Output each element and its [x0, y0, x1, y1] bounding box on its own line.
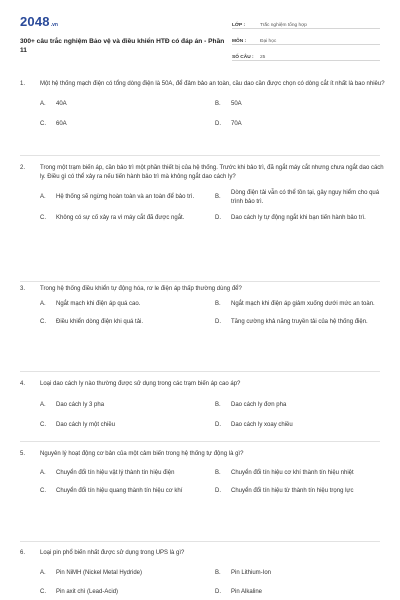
option-text: Ngắt mạch khi điện áp quá cao.	[56, 300, 141, 307]
option-key: C.	[40, 319, 46, 326]
header-left	[20, 14, 225, 62]
option-key: B.	[215, 300, 221, 307]
option-text: 50A	[231, 100, 242, 107]
option-b[interactable]	[215, 189, 390, 206]
meta-key: LỚP :	[232, 23, 246, 28]
option-d[interactable]	[215, 588, 390, 597]
question-number: 3.	[20, 286, 26, 292]
option-a[interactable]	[40, 100, 215, 109]
document-title: 300+ câu trắc nghiệm Bảo vệ và điều khiển HTĐ có đáp án - Phần 11	[20, 38, 225, 54]
answer-options	[20, 100, 390, 129]
option-text: Chuyển đổi tín hiệu từ thành tín hiệu trọng lực	[231, 488, 354, 495]
meta-key: MÔN :	[232, 39, 247, 44]
option-key: D.	[215, 488, 221, 495]
option-key: D.	[215, 319, 221, 326]
option-key: B.	[215, 401, 221, 408]
question-stem	[20, 380, 390, 389]
question-stem	[20, 450, 390, 459]
question-text: Nguyên lý hoạt động cơ bản của một cảm biến trong hệ thống tự động là gì?	[40, 451, 244, 457]
option-text: Tăng cường khả năng truyền tải của hệ thống điện.	[231, 319, 368, 326]
question-stem	[20, 164, 390, 181]
option-key: B.	[215, 469, 221, 476]
option-d[interactable]	[215, 421, 390, 430]
question-stem	[20, 285, 390, 294]
option-key: D.	[215, 215, 221, 222]
option-c[interactable]	[40, 487, 215, 496]
option-c[interactable]	[40, 214, 215, 223]
question-1	[20, 80, 390, 129]
option-text: Pin Alkaline	[231, 589, 263, 596]
question-divider	[20, 281, 380, 282]
question-5	[20, 450, 390, 496]
option-key: B.	[215, 100, 221, 107]
option-key: A.	[40, 401, 46, 408]
option-b[interactable]	[215, 100, 390, 109]
option-text: Chuyển đổi tín hiệu quang thành tín hiệu cơ khí	[56, 488, 183, 495]
meta-row-subject	[232, 32, 380, 45]
option-key: C.	[40, 215, 46, 222]
option-key: A.	[40, 194, 46, 201]
option-text: 60A	[56, 121, 67, 128]
option-c[interactable]	[40, 421, 215, 430]
option-text: 70A	[231, 121, 242, 128]
meta-table	[232, 16, 380, 62]
question-number: 5.	[20, 451, 26, 457]
meta-key: SỐ CÂU :	[232, 55, 254, 60]
answer-options	[20, 569, 390, 597]
option-key: D.	[215, 422, 221, 429]
option-key: B.	[215, 569, 221, 576]
option-c[interactable]	[40, 588, 215, 597]
option-text: Chuyển đổi tín hiệu cơ khí thành tín hiệu nhiệt	[231, 469, 354, 476]
answer-options	[20, 300, 390, 327]
option-text: Chuyển đổi tín hiệu vật lý thành tín hiệu điện	[56, 469, 175, 476]
meta-row-count	[232, 48, 380, 61]
meta-value: Trắc nghiệm tổng hợp	[260, 23, 307, 28]
option-c[interactable]	[40, 318, 215, 327]
option-text: 40A	[56, 100, 67, 107]
option-key: C.	[40, 121, 46, 128]
question-text: Loại pin phổ biến nhất được sử dụng trong UPS là gì?	[40, 550, 185, 556]
question-3	[20, 285, 390, 327]
option-key: C.	[40, 589, 46, 596]
question-4	[20, 380, 390, 430]
option-d[interactable]	[215, 487, 390, 496]
option-text: Không có sự cố xảy ra vì máy cắt đã được ngắt.	[56, 215, 185, 222]
page-header	[20, 0, 380, 62]
option-key: C.	[40, 422, 46, 429]
option-b[interactable]	[215, 401, 390, 410]
question-number: 6.	[20, 550, 26, 556]
question-divider	[20, 541, 380, 542]
question-number: 1.	[20, 81, 26, 87]
question-2	[20, 164, 390, 223]
question-number: 4.	[20, 381, 26, 387]
option-text: Pin axit chì (Lead-Acid)	[56, 589, 119, 596]
option-key: D.	[215, 589, 221, 596]
brand-logo[interactable]	[20, 14, 225, 29]
brand-name: 2048	[20, 14, 50, 29]
question-divider	[20, 441, 380, 442]
question-6	[20, 549, 390, 597]
option-text: Dao cách ly 3 pha	[56, 401, 105, 408]
option-d[interactable]	[215, 318, 390, 327]
option-key: B.	[215, 194, 221, 201]
answer-options	[20, 401, 390, 430]
option-key: A.	[40, 100, 46, 107]
option-b[interactable]	[215, 569, 390, 578]
question-stem	[20, 549, 390, 558]
option-text: Dòng điện tải vẫn có thể tồn tại, gây nguy hiểm cho quá trình bảo trì.	[231, 190, 380, 205]
option-text: Pin Lithium-Ion	[231, 569, 272, 576]
question-divider	[20, 371, 380, 372]
option-a[interactable]	[40, 569, 215, 578]
meta-value: Đại học	[260, 39, 277, 44]
option-text: Dao cách ly xoay chiều	[231, 422, 293, 429]
option-text: Điều khiển dòng điện khi quá tải.	[56, 319, 144, 326]
question-number: 2.	[20, 165, 26, 171]
option-text: Ngắt mạch khi điện áp giảm xuống dưới mức an toàn.	[231, 300, 375, 307]
option-text: Dao cách ly đơn pha	[231, 401, 287, 408]
brand-tld: .vn	[50, 22, 58, 28]
option-a[interactable]	[40, 469, 215, 478]
option-text: Dao cách ly tự động ngắt khi bạn tiến hành bảo trì.	[231, 215, 366, 222]
option-d[interactable]	[215, 214, 390, 223]
question-text: Loại dao cách ly nào thường được sử dụng trong các trạm biến áp cao áp?	[40, 381, 241, 387]
option-b[interactable]	[215, 300, 390, 309]
meta-value: 25	[260, 55, 266, 60]
option-a[interactable]	[40, 189, 215, 206]
question-text: Trong hệ thống điều khiển tự động hóa, rơ le điện áp thấp thường dùng để?	[40, 286, 242, 292]
option-text: Hệ thống sẽ ngừng hoàn toàn và an toàn để bảo trì.	[56, 194, 195, 201]
answer-options	[20, 189, 390, 223]
question-divider	[20, 155, 380, 156]
option-key: D.	[215, 121, 221, 128]
option-text: Dao cách ly một chiều	[56, 422, 116, 429]
option-a[interactable]	[40, 300, 215, 309]
meta-row-class	[232, 16, 380, 29]
option-text: Pin NiMH (Nickel Metal Hydride)	[56, 569, 143, 576]
option-a[interactable]	[40, 401, 215, 410]
answer-options	[20, 469, 390, 496]
option-b[interactable]	[215, 469, 390, 478]
option-c[interactable]	[40, 120, 215, 129]
option-key: C.	[40, 488, 46, 495]
option-key: A.	[40, 569, 46, 576]
question-text: Trong một trạm biến áp, cần bảo trì một phần thiết bị của hệ thống. Trước khi bảo trì, đã ngắt máy cắt nhưng chưa ngắt dao cách ly. Điều gì có thể xảy ra nếu tiến hành bảo trì mà không ngắt dao cách ly?	[40, 165, 384, 180]
option-d[interactable]	[215, 120, 390, 129]
option-key: A.	[40, 469, 46, 476]
option-key: A.	[40, 300, 46, 307]
question-text: Một hệ thống mạch điện có tổng dòng điện là 50A, để đảm bảo an toàn, cầu dao cần được chọn có dòng cắt ít nhất là bao nhiêu?	[40, 81, 385, 87]
question-stem	[20, 80, 390, 89]
